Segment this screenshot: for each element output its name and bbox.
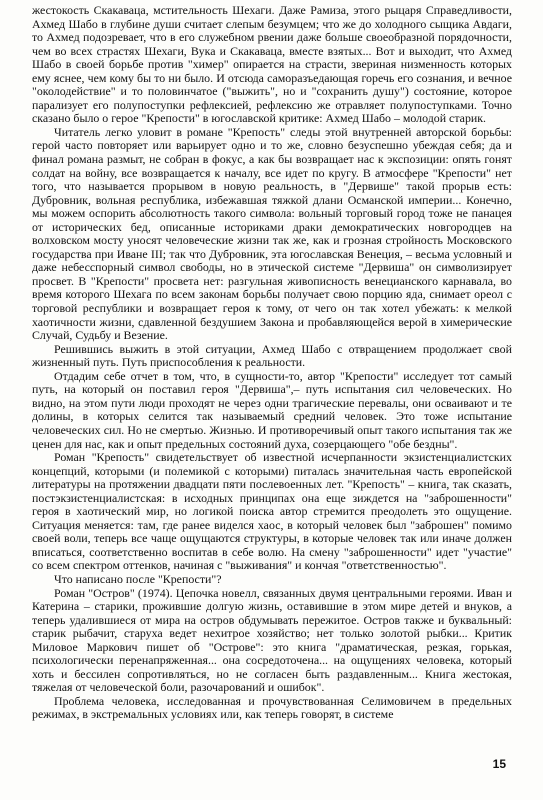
- paragraph-1: жестокость Скакаваца, мстительность Шехаги. Даже Рамиза, этого рыцаря Справедливости, Ахмед Шабо в глубине души считает слепым безумцем; что же до холодного сыщика Авдаги, то Ахмед подозревает, что в его служебном рвении даже больше своеобразной порядочности, чем во всех страстях Шехаги, Вука и Скакаваца, вместе взятых... Вот и выходит, что Ахмед Шабо в своей борьбе против "химер" опирается на страсти, звериная низменность которых ему яснее, чем кому бы то ни было. И отсюда саморазъедающая горечь его сознания, и вечное "околодействие" и то половинчатое ("выжить", но и "сохранить душу") состояние, которое парализует его полупоступки рефлексией, рефлексию же отравляет полупоступками. Точно сказано было о герое "Крепости" в югославской критике: Ахмед Шабо – молодой старик.: [32, 3, 512, 126]
- paragraph-4: Отдадим себе отчет в том, что, в сущности-то, автор "Крепости" исследует тот самый путь, на который он поставил героя "Дервиша",– путь испытания сил человеческих. Но видно, на этом пути люди проходят не через одни трагические перевалы, они осваивают и те долины, в которых селится так называемый средний человек. Это тоже испытание человеческих сил. Но не смертью. Жизнью. И противоречивый опыт такого испытания так же ценен для нас, как и опыт предельных состояний духа, созерцающего "обе бездны".: [32, 368, 512, 451]
- paragraph-6: Что написано после "Крепости"?: [54, 571, 222, 586]
- paragraph-8: Проблема человека, исследованная и прочувствованная Селимовичем в предельных режимах, в экстремальных условиях или, как теперь говорят, в системе: [32, 693, 512, 722]
- paragraph-2: Читатель легко уловит в романе "Крепость" следы этой внутренней авторской борьбы: герой часто повторяет или варьирует одно и то же, словно безуспешно убеждая себя; да и финал романа размыт, не собран в фокус, а как бы возвращает нас к экспозиции: опять гонят солдат на войну, все возвращается к началу, все идет по кругу. В атмосфере "Крепости" нет того, что называется прорывом в новую реальность, в "Дервише" такой прорыв есть: Дубровник, вольная республика, избежавшая тяжкой длани Османской империи... Конечно, мы можем оспорить абсолютность такого символа: вольный торговый город тоже не панацея от исторических бед, описанные историками драки демократических новгородцев на волховском мосту уносят человеческие жизни так же, как и грозная стройность Московского государства при Иване III; так что Дубровник, эта югославская Венеция, – весьма условный и даже небесспорный символ свободы, но в этической системе "Дервиша" он символизирует просвет. В "Крепости" просвета нет: разгульная живописность венецианского карнавала, во время которого Шехага по всем законам борьбы получает свою порцию яда, снимает ореол с торговой республики и возвращает героя к тому, от чего он так хотел убежать: к мелкой хаотичности жизни, сдавленной бездушием Закона и пробавляющейся верой в химерические Случай, Судьбу и Везение.: [32, 124, 512, 343]
- body-text: [32, 4, 512, 722]
- page-number: 15: [492, 757, 506, 771]
- paragraph-7: Роман "Остров" (1974). Цепочка новелл, связанных двумя центральными героями. Иван и Катерина – старики, прожившие долгую жизнь, оставившие в этом мире детей и внуков, а теперь удалившиеся от мира на остров обдумывать пережитое. Остров также и буквальный: старик рыбачит, старуха ведет нехитрое хозяйство; нет только золотой рыбки... Критик Миловое Маркович пишет об "Острове": это книга "драматическая, резкая, горькая, психологически перенапряженная... она сосредоточена... на ощущениях человека, который хоть и бессилен сопротивляться, но не согласен быть раздавленным... Книга жестокая, тяжелая от человеческой боли, разочарований и ошибок".: [32, 585, 512, 695]
- paragraph-3: Решившись выжить в этой ситуации, Ахмед Шабо с отвращением продолжает свой жизненный путь. Путь приспособления к реальности.: [32, 341, 512, 370]
- paragraph-5: Роман "Крепость" свидетельствует об известной исчерпанности экзистенциалистских концепций, которыми (и полемикой с которыми) питалась значительная часть европейской литературы на протяжении двадцати пяти послевоенных лет. "Крепость" – книга, так сказать, постэкзистенциалистская: в исходных принципах она еще зиждется на "заброшенности" героя в хаотический мир, но логикой поиска автор стремится преодолеть это ощущение. Ситуация меняется: там, где ранее виделся хаос, в который человек был "заброшен" помимо своей воли, теперь все чаще ощущаются структуры, в которые человек так или иначе должен вписаться, соответственно воспитав в себе волю. На смену "заброшенности" идет "участие" со всем спектром оттенков, начиная с "выживания" и кончая "ответственностью".: [32, 450, 512, 573]
